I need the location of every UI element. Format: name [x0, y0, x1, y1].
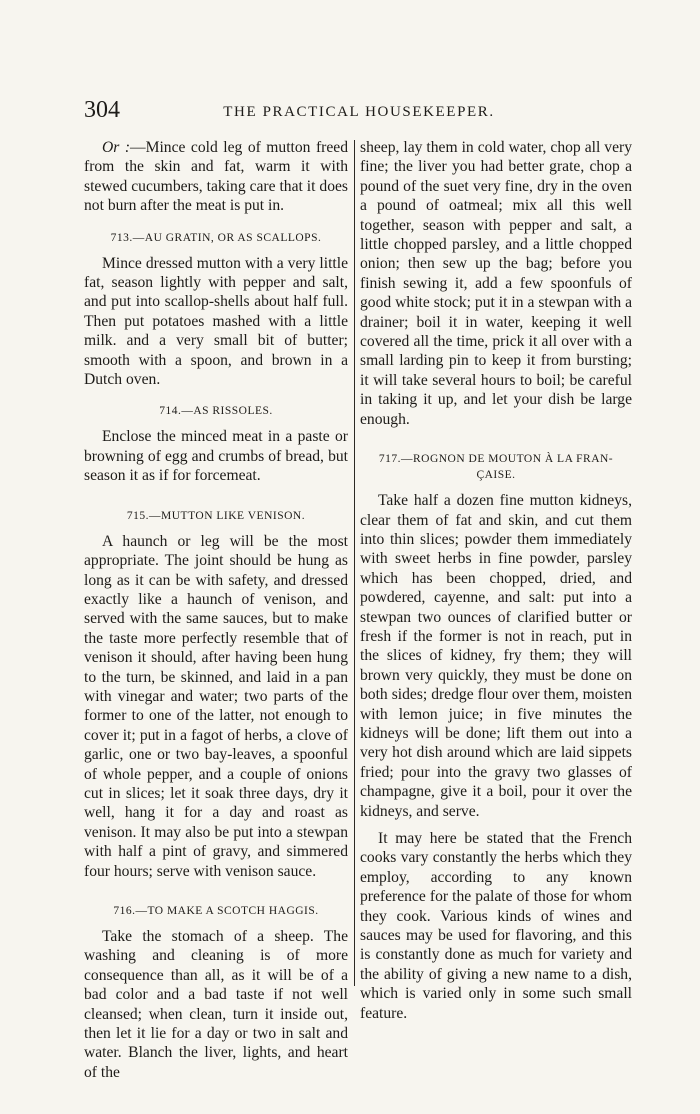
- page-number: 304: [84, 97, 120, 123]
- column-divider: [354, 140, 355, 986]
- section-715-heading: 715.—MUTTON LIKE VENISON.: [126, 509, 306, 522]
- left-column: [84, 138, 348, 1082]
- section-714-heading: 714.—AS RISSOLES.: [159, 405, 273, 418]
- intro-or: Or :: [102, 139, 131, 156]
- section-717-heading-line1: 717.—ROGNON DE MOUTON À LA FRAN-: [378, 453, 614, 466]
- page-header: [84, 96, 634, 126]
- intro-text: —Mince cold leg of mutton freed from the skin and fat, warm it with stewed cucumbers, taking care that it does not burn after the meat is put in.: [84, 139, 348, 215]
- section-716-continued: sheep, lay them in cold water, chop all very fine; the liver you had better grate, chop a pound of the suet very fine, dry in the oven a pound of oatmeal; mix all this well together, season with pepper and salt, a little chopped parsley, and a little chopped onion; then sew up the bag; before you finish sewing it, add a few spoonfuls of good white stock; put it in a stewpan with a drainer; boil it in water, keeping it well covered all the time, prick it all over with a small larding pin to keep it from bursting; it will take several hours to boil; be careful in taking it up, and let your dish be large enough.: [360, 139, 632, 428]
- section-717-heading-line2: ÇAISE.: [476, 469, 516, 482]
- section-717-heading: [360, 451, 632, 483]
- section-716-text: Take the stomach of a sheep. The washing and cleaning is of more consequence than all, as it will be of a bad color and a bad taste if not well cleansed; when clean, turn it inside out, then let it lie for a day or two in salt and water. Blanch the liver, lights, and heart of the: [84, 928, 348, 1081]
- running-title: THE PRACTICAL HOUSEKEEPER.: [223, 104, 495, 120]
- section-713-heading: 713.—AU GRATIN, OR AS SCALLOPS.: [110, 231, 322, 244]
- section-713-text: Mince dressed mutton with a very little fat, season lightly with pepper and salt, and put into scallop-shells about half full. Then put potatoes mashed with a little milk. and a very small bit of butter; smooth with a spoon, and brown in a Dutch oven.: [84, 254, 348, 389]
- section-715-text: A haunch or leg will be the most appropriate. The joint should be hung as long as it can be with safety, and dressed exactly like a haunch of venison, and served with the same sauces, but to make the taste more perfectly resemble that of venison it should, after having been hung to the turn, be skinned, and laid in a pan with vinegar and water; two parts of the former to one of the latter, not enough to cover it; put in a fagot of herbs, a clove of garlic, one or two bay-leaves, a spoonful of whole pepper, and a couple of onions cut in slices; let it soak three days, dry it well, hang it for a day and roast as venison. It may also be put into a stewpan with half a pint of gravy, and simmered four hours; serve with venison sauce.: [84, 532, 348, 880]
- right-column: [360, 138, 632, 1023]
- closing-paragraph: It may here be stated that the French cooks vary constantly the herbs which they employ, according to any known preference for the palate of those for whom they cook. Various kinds of wines and sauces may be used for flavoring, and this is constantly done as much for variety and the ability of giving a new name to a dish, which is varied only in some such small feature.: [360, 830, 632, 1022]
- section-714-text: Enclose the minced meat in a paste or browning of egg and crumbs of bread, but season it as if for forcemeat.: [84, 428, 348, 485]
- section-717-text: Take half a dozen fine mutton kidneys, clear them of fat and skin, and cut them into thin slices; powder them immediately with sweet herbs in fine powder, parsley which has been chopped, dried, and powdered, cayenne, and salt: put into a stewpan two ounces of clarified butter or fresh if the former is not in reach, put in the slices of kidney, fry them; they will brown very quickly, they must be done on both sides; dredge flour over them, moisten with lemon juice; in five minutes the kidneys will be done; lift them out into a very hot dish around which are laid sippets fried; pour into the gravy two glasses of champagne, give it a boil, pour it over the kidneys, and serve.: [360, 492, 632, 820]
- intro-paragraph: [84, 138, 348, 216]
- section-716-heading: 716.—TO MAKE A SCOTCH HAGGIS.: [113, 905, 319, 917]
